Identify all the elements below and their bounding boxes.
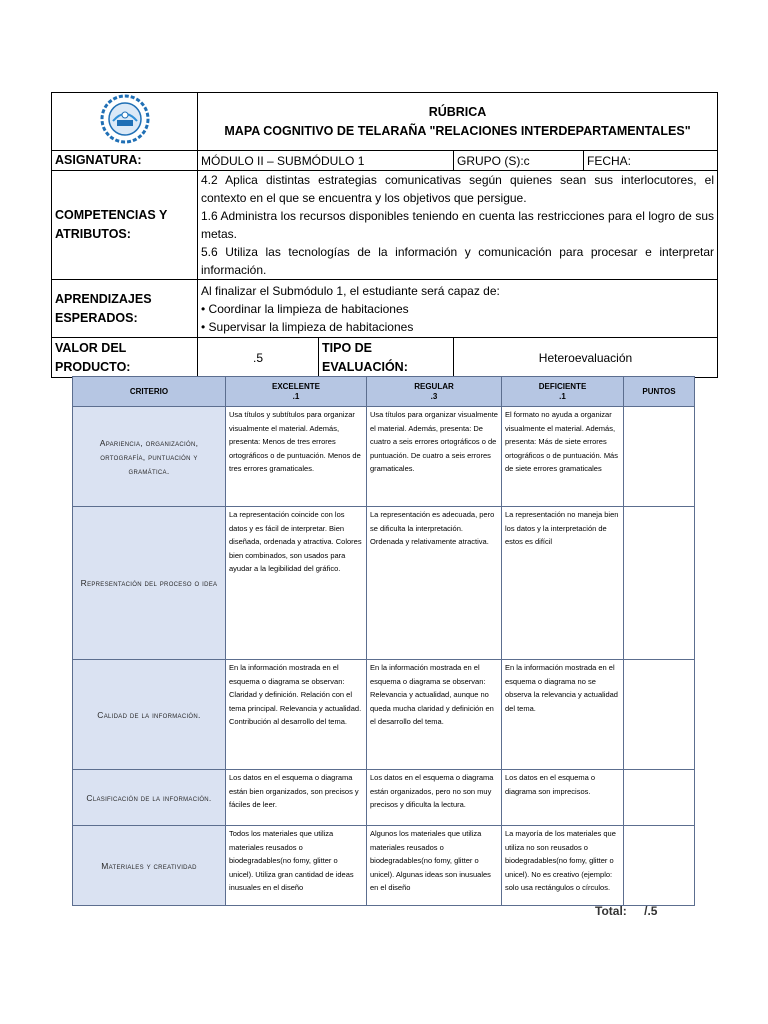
asignatura-label: ASIGNATURA: — [52, 151, 198, 171]
table-row — [73, 660, 695, 770]
aprendizajes-cell — [198, 280, 718, 338]
regular-cell: Los datos en el esquema o diagrama están organizados, pero no son muy precisos y dificulta la lectura. — [367, 770, 502, 826]
rubric-table — [72, 376, 695, 906]
competencia-item: 4.2 Aplica distintas estrategias comunicativas según quienes sean sus interlocutores, el contexto en el que se encuentra y los objetivos que persigue. — [201, 173, 715, 205]
deficiente-cell: La representación no maneja bien los datos y la interpretación de estos es difícil — [502, 507, 624, 660]
aprendizaje-item: • Supervisar la limpieza de habitaciones — [201, 319, 414, 334]
tipo-label: TIPO DE EVALUACIÓN: — [319, 338, 454, 378]
puntos-cell — [624, 407, 695, 507]
deficiente-cell: El formato no ayuda a organizar visualmente el material. Además, presenta: Más de siete errores ortográficos o de puntuación. Más de siete errores gramaticales — [502, 407, 624, 507]
table-row — [73, 826, 695, 906]
valor-value: .5 — [198, 338, 319, 378]
aprendizaje-intro: Al finalizar el Submódulo 1, el estudiante será capaz de: — [201, 283, 500, 298]
excelente-cell: En la información mostrada en el esquema o diagrama se observan: Claridad y definición. Relación con el tema principal. Relevancia y actualidad. Contribución al desarrollo del tema. — [226, 660, 367, 770]
rubric-title: RÚBRICA — [428, 104, 487, 119]
table-row — [73, 507, 695, 660]
header-table — [51, 92, 718, 378]
rubric-subtitle: MAPA COGNITIVO DE TELARAÑA "RELACIONES INTERDEPARTAMENTALES" — [224, 123, 691, 138]
regular-header: REGULAR .3 — [367, 377, 502, 407]
excelente-cell: Usa títulos y subtítulos para organizar visualmente el material. Además, presenta: Menos de tres errores ortográficos o de puntuación. Menos de tres errores gramaticales. — [226, 407, 367, 507]
tipo-value: Heteroevaluación — [454, 338, 718, 378]
grupo-value: GRUPO (S):c — [454, 151, 584, 171]
regular-cell: Algunos los materiales que utiliza materiales reusados o biodegradables(no fomy, glitter o unicel). Algunas ideas son inusuales en el diseño — [367, 826, 502, 906]
puntos-cell — [624, 507, 695, 660]
competencia-item: 5.6 Utiliza las tecnologías de la información y comunicación para procesar e interpretar información. — [201, 245, 715, 277]
competencias-cell — [198, 171, 718, 280]
total-label: Total: — [595, 904, 627, 918]
aprendizajes-label: APRENDIZAJES ESPERADOS: — [52, 280, 198, 338]
competencia-item: 1.6 Administra los recursos disponibles teniendo en cuenta las restricciones para el logro de sus metas. — [201, 209, 715, 241]
competencias-label: COMPETENCIAS Y ATRIBUTOS: — [52, 171, 198, 280]
deficiente-header: DEFICIENTE .1 — [502, 377, 624, 407]
school-logo-icon — [99, 93, 151, 145]
table-row — [73, 407, 695, 507]
puntos-header: PUNTOS — [624, 377, 695, 407]
deficiente-cell: La mayoría de los materiales que utiliza no son reusados o biodegradables(no fomy, glitter o unicel). No es creativo (ejemplo: solo usa rectángulos o círculos. — [502, 826, 624, 906]
excelente-cell: La representación coincide con los datos y es fácil de interpretar. Bien diseñada, ordenada y atractiva. Colores bien combinados, son usados para ayudar a la legibilidad del gráfico. — [226, 507, 367, 660]
puntos-cell — [624, 770, 695, 826]
excelente-cell: Todos los materiales que utiliza materiales reusados o biodegradables(no fomy, glitter o unicel). Utiliza gran cantidad de ideas inusuales en el diseño — [226, 826, 367, 906]
criterio-cell: Clasificación de la información. — [73, 770, 226, 826]
criterio-cell: Materiales y creatividad — [73, 826, 226, 906]
table-row — [73, 770, 695, 826]
puntos-cell — [624, 660, 695, 770]
puntos-cell — [624, 826, 695, 906]
total-value: /.5 — [644, 904, 658, 918]
excelente-header: EXCELENTE .1 — [226, 377, 367, 407]
regular-cell: La representación es adecuada, pero se dificulta la interpretación. Ordenada y relativamente atractiva. — [367, 507, 502, 660]
excelente-cell: Los datos en el esquema o diagrama están bien organizados, son precisos y fáciles de leer. — [226, 770, 367, 826]
total-line — [595, 904, 657, 918]
fecha-value: FECHA: — [584, 151, 718, 171]
regular-cell: Usa títulos para organizar visualmente el material. Además, presenta: De cuatro a seis errores ortográficos o de puntuación. De cuatro a seis errores gramaticales. — [367, 407, 502, 507]
deficiente-cell: En la información mostrada en el esquema o diagrama no se observa la relevancia y actualidad del tema. — [502, 660, 624, 770]
logo-cell — [52, 93, 198, 151]
valor-label: VALOR DEL PRODUCTO: — [52, 338, 198, 378]
criterio-cell: Calidad de la información. — [73, 660, 226, 770]
aprendizaje-item: • Coordinar la limpieza de habitaciones — [201, 301, 409, 316]
deficiente-cell: Los datos en el esquema o diagrama son imprecisos. — [502, 770, 624, 826]
criterio-cell: Representación del proceso o idea — [73, 507, 226, 660]
modulo-value: MÓDULO II – SUBMÓDULO 1 — [198, 151, 454, 171]
title-cell — [198, 93, 718, 151]
criterio-header: CRITERIO — [73, 377, 226, 407]
regular-cell: En la información mostrada en el esquema o diagrama se observan: Relevancia y actualidad, aunque no queda mucha claridad y definición en el desarrollo del tema. — [367, 660, 502, 770]
criterio-cell: Apariencia, organización, ortografía, puntuación y gramática. — [73, 407, 226, 507]
